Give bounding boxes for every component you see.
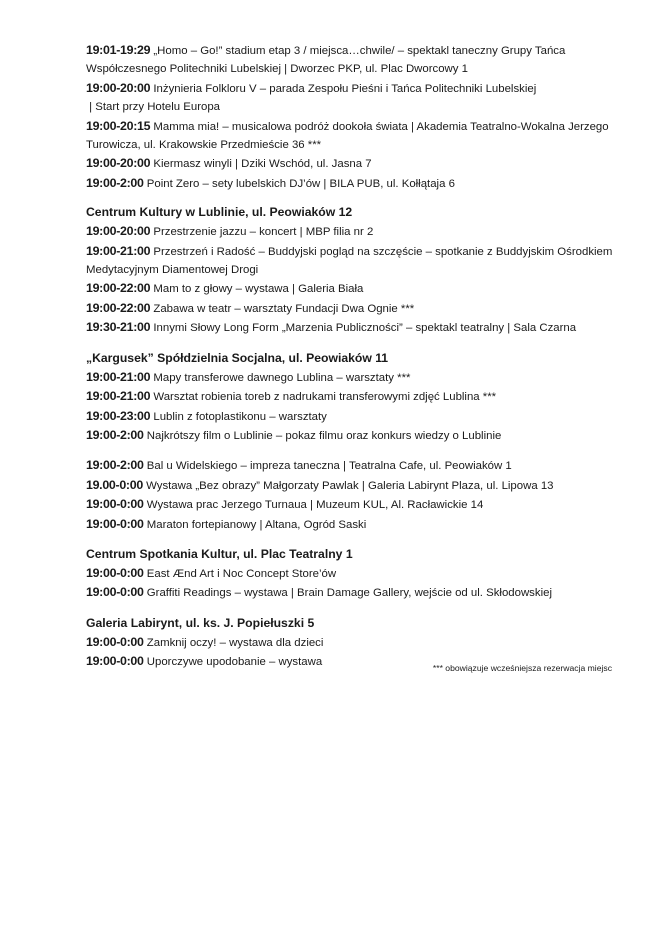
schedule-section (86, 545, 626, 603)
event-time: 19:00-23:00 (86, 408, 151, 423)
event-time: 19:00-21:00 (86, 369, 151, 384)
event-time: 19:00-2:00 (86, 458, 144, 473)
schedule-section (86, 41, 626, 193)
event-description: Wystawa „Bez obrazy” Małgorzaty Pawlak | Galeria Labirynt Plaza, ul. Lipowa 13 (142, 479, 554, 492)
event-description: Przestrzeń i Radość – Buddyjski pogląd na szczęście – spotkanie z Buddyjskim Ośrodkiem Medytacyjnym Diamentowej Drogi (86, 245, 616, 277)
venue-heading: Centrum Kultury w Lublinie, ul. Peowiaków 12 (86, 205, 353, 220)
event-item (86, 476, 626, 495)
event-item (86, 407, 626, 426)
event-schedule (86, 41, 626, 683)
event-item (86, 299, 626, 318)
event-time: 19:00-20:00 (86, 156, 151, 171)
event-time: 19:00-2:00 (86, 427, 144, 442)
event-description: Zamknij oczy! – wystawa dla dzieci (143, 636, 324, 649)
event-item (86, 515, 626, 534)
schedule-section (86, 456, 626, 534)
event-description: Mapy transferowe dawnego Lublina – warsztaty *** (150, 371, 411, 384)
event-description: Point Zero – sety lubelskich DJ’ów | BILA PUB, ul. Kołłątaja 6 (143, 177, 455, 190)
event-item (86, 368, 626, 387)
event-description: Warsztat robienia toreb z nadrukami transferowymi zdjęć Lublina *** (150, 391, 497, 404)
venue-heading: Galeria Labirynt, ul. ks. J. Popiełuszki 5 (86, 615, 315, 630)
event-description: Maraton fortepianowy | Altana, Ogród Saski (143, 518, 367, 531)
event-item (86, 426, 626, 445)
event-time: 19:00-20:00 (86, 80, 151, 95)
event-time: 19:00-0:00 (86, 497, 144, 512)
event-time: 19:00-20:15 (86, 118, 151, 133)
event-time: 19:00-21:00 (86, 389, 151, 404)
event-item (86, 79, 626, 117)
event-description: „Homo – Go!” stadium etap 3 / miejsca…chwile/ – spektakl taneczny Grupy Tańca Współczesnego Politechniki Lubelskiej | Dworzec PKP, ul. Plac Dworcowy 1 (86, 45, 569, 76)
event-time: 19:00-0:00 (86, 516, 144, 531)
event-item (86, 279, 626, 298)
event-description: Bal u Widelskiego – impreza taneczna | Teatralna Cafe, ul. Peowiaków 1 (143, 460, 512, 473)
event-item (86, 564, 626, 583)
event-time: 19:00-22:00 (86, 281, 151, 296)
event-time: 19.00-0:00 (86, 477, 143, 492)
event-time: 19:00-2:00 (86, 175, 144, 190)
event-time: 19:00-22:00 (86, 300, 151, 315)
event-description: Mam to z głowy – wystawa | Galeria Biała (150, 283, 364, 296)
event-time: 19:00-0:00 (86, 634, 144, 649)
event-description: Zabawa w teatr – warsztaty Fundacji Dwa Ognie *** (150, 302, 415, 315)
event-description: Kiermasz winyli | Dziki Wschód, ul. Jasna 7 (150, 158, 372, 171)
event-item (86, 495, 626, 514)
event-description: Najkrótszy film o Lublinie – pokaz filmu oraz konkurs wiedzy o Lublinie (143, 429, 502, 442)
event-description: Wystawa prac Jerzego Turnaua | Muzeum KUL, Al. Racławickie 14 (143, 499, 484, 512)
event-time: 19:01-19:29 (86, 43, 151, 57)
event-item (86, 456, 626, 475)
event-description: Uporczywe upodobanie – wystawa (143, 656, 323, 669)
event-description: Inżynieria Folkloru V – parada Zespołu Pieśni i Tańca Politechniki Lubelskiej | Start przy Hotelu Europa (89, 82, 537, 114)
venue-heading: „Kargusek” Spółdzielnia Socjalna, ul. Peowiaków 11 (86, 350, 389, 365)
schedule-section (86, 203, 626, 337)
event-item (86, 242, 626, 280)
event-time: 19:00-0:00 (86, 654, 144, 669)
event-item (86, 583, 626, 602)
event-time: 19:00-0:00 (86, 565, 144, 580)
venue-heading: Centrum Spotkania Kultur, ul. Plac Teatralny 1 (86, 546, 353, 561)
event-time: 19:00-0:00 (86, 585, 144, 600)
schedule-section (86, 349, 626, 446)
event-description: Mamma mia! – musicalowa podróż dookoła świata | Akademia Teatralno-Wokalna Jerzego Turowicza, ul. Krakowskie Przedmieście 36 *** (86, 120, 612, 152)
event-description: Graffiti Readings – wystawa | Brain Damage Gallery, wejście od ul. Skłodowskiej (143, 587, 552, 600)
event-description: Lublin z fotoplastikonu – warsztaty (150, 410, 327, 423)
event-time: 19:30-21:00 (86, 320, 151, 335)
event-item (86, 117, 626, 155)
event-time: 19:00-21:00 (86, 243, 151, 258)
event-item (86, 633, 626, 652)
event-item (86, 41, 626, 79)
event-item (86, 174, 626, 193)
event-item (86, 222, 626, 241)
reservation-footnote: *** obowiązuje wcześniejsza rezerwacja miejsc (432, 663, 612, 673)
event-description: Innymi Słowy Long Form „Marzenia Publiczności” – spektakl teatralny | Sala Czarna (150, 322, 577, 335)
event-time: 19:00-20:00 (86, 224, 151, 239)
event-description: East Ænd Art i Noc Concept Store’ów (143, 567, 337, 580)
event-item (86, 387, 626, 406)
event-item (86, 154, 626, 173)
event-item (86, 318, 626, 337)
event-description: Przestrzenie jazzu – koncert | MBP filia nr 2 (150, 226, 374, 239)
